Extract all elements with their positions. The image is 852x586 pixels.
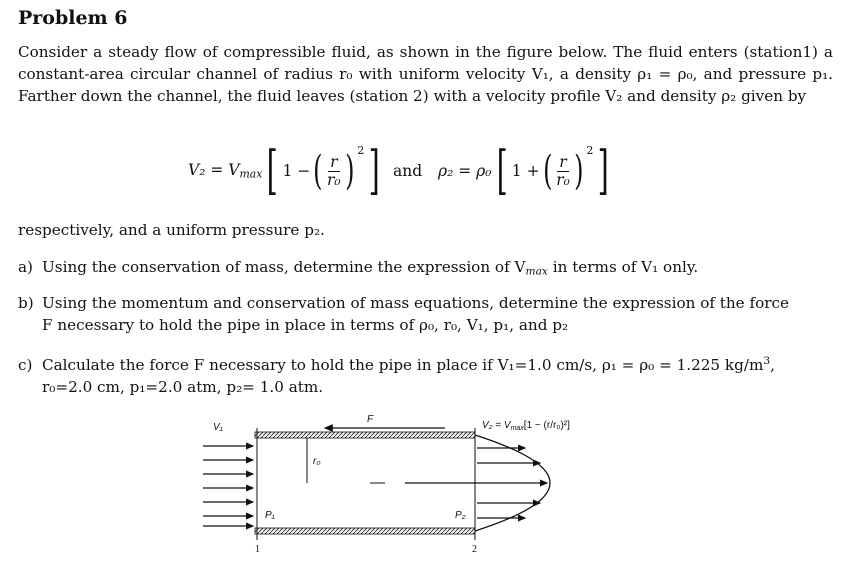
r-over-r0-2: $\frac{r}{\text{r₀}}$ [556, 152, 570, 189]
density-equation: ρ₂ = ρ₀ [ 1 + ( $\frac{r}{\text{r₀}}$ ) 2 ] [438, 141, 610, 201]
outlet-velocity-arrows [405, 448, 547, 518]
v2-profile-label: $V_2 = V_{max}[1 - (r/r_0)^2]$ [482, 420, 570, 432]
problem-intro: Consider a steady flow of compressible fluid, as shown in the figure below. The fluid enters (station1) a constant-area circular channel of radius r₀ with uniform velocity V₁, a density ρ₁ = ρ₀, and pressure p₁. Farther down the channel, the fluid leaves (station 2) with a velocity profile V₂ and density ρ₂ given by [18, 43, 833, 105]
after-equation-text: respectively, and a uniform pressure p₂. [18, 221, 325, 239]
station-1-label: 1 [255, 544, 260, 555]
p2-label: P₂ [455, 510, 466, 521]
left-bracket: [ [266, 141, 279, 201]
v1-label: V₁ [213, 422, 223, 433]
part-a: a) Using the conservation of mass, determine the expression of $V_{max}$ in terms of V₁ only. [18, 258, 699, 278]
force-label: F [367, 414, 374, 425]
r-over-r0: $\frac{r}{\text{r₀}}$ [327, 152, 341, 189]
station-2-label: 2 [472, 544, 477, 555]
pipe-top-wall [255, 432, 475, 438]
velocity-equation: $V_2 = V_{max}$ [ 1 − ( $\frac{r}{\text{r₀}}$ ) 2 ] [188, 141, 380, 201]
p1-label: P₁ [265, 510, 275, 521]
pipe-flow-figure [195, 408, 625, 558]
part-b: b) Using the momentum and conservation of mass equations, determine the expression of the force F necessary to hold the pipe in place in terms of ρ₀, r₀, V₁, p₁, and p₂ [18, 294, 790, 334]
problem-title: Problem 6 [18, 7, 128, 29]
v2-lhs: $V_2 = V_{max}$ [188, 161, 263, 181]
rho2-lhs: ρ₂ = ρ₀ [438, 162, 492, 180]
profile-equations [188, 138, 748, 204]
inlet-velocity-arrows [203, 446, 253, 526]
r0-label: r₀ [313, 456, 321, 467]
one-plus: 1 + [511, 162, 540, 180]
right-bracket: ] [368, 141, 380, 201]
one-minus: 1 − [282, 162, 311, 180]
pipe-bottom-wall [255, 528, 475, 534]
and-word: and [393, 162, 423, 180]
square-exponent: 2 [357, 144, 365, 157]
part-c: c) Calculate the force F necessary to hold the pipe in place if V₁=1.0 cm/s, ρ₁ = ρ₀ = 1.225 $kg/m^3$, r₀=2.0 cm, p₁=2.0 atm, p₂= 1.0 atm. [18, 354, 775, 397]
